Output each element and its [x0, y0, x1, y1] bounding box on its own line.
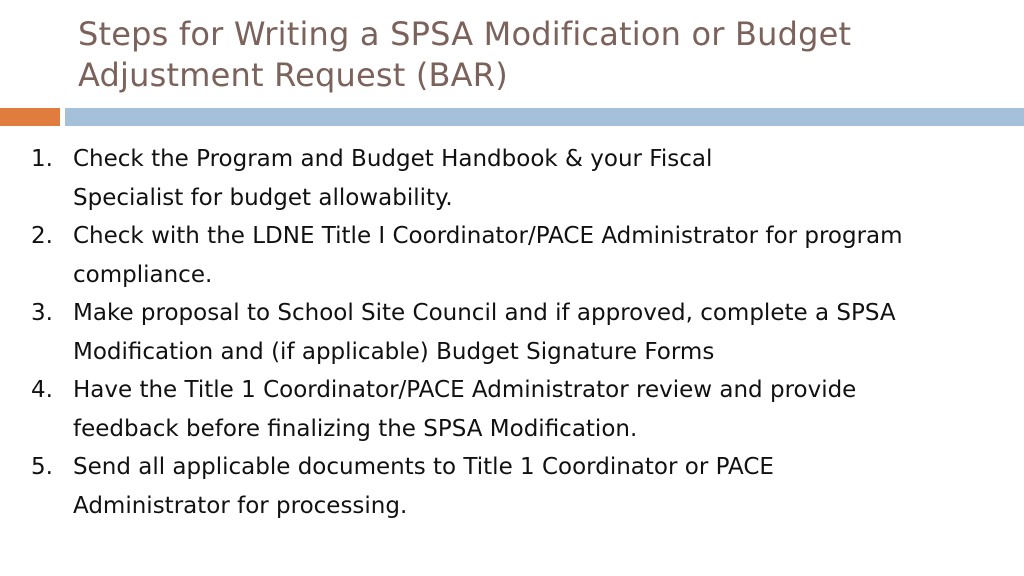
step-text-line: Check the Program and Budget Handbook & your Fiscal	[73, 146, 713, 172]
step-number: 2.	[31, 223, 53, 249]
step-item-1	[0, 140, 1000, 217]
step-item-4	[0, 371, 1000, 448]
step-text-line: Administrator for processing.	[73, 492, 408, 519]
step-text-line: Send all applicable documents to Title 1 Coordinator or PACE	[73, 454, 774, 480]
step-number: 5.	[31, 454, 53, 480]
step-number: 4.	[31, 377, 53, 403]
steps-list	[0, 140, 1000, 525]
step-text-line: Modification and (if applicable) Budget Signature Forms	[73, 338, 715, 365]
step-text-line: Check with the LDNE Title I Coordinator/PACE Administrator for program	[73, 223, 903, 249]
step-text-line: feedback before finalizing the SPSA Modification.	[73, 415, 638, 442]
step-text-line: Specialist for budget allowability.	[73, 184, 453, 211]
step-item-3	[0, 294, 1000, 371]
step-item-5	[0, 448, 1000, 525]
accent-bar-blue	[65, 108, 1024, 126]
step-text-line: compliance.	[73, 261, 213, 288]
step-number: 1.	[31, 146, 53, 172]
accent-bar-orange	[0, 108, 60, 126]
step-number: 3.	[31, 300, 53, 326]
step-text-line: Have the Title 1 Coordinator/PACE Administrator review and provide	[73, 377, 857, 403]
slide-title: Steps for Writing a SPSA Modification or Budget Adjustment Request (BAR)	[78, 15, 852, 94]
step-text-line: Make proposal to School Site Council and if approved, complete a SPSA	[73, 300, 896, 326]
step-item-2	[0, 217, 1000, 294]
